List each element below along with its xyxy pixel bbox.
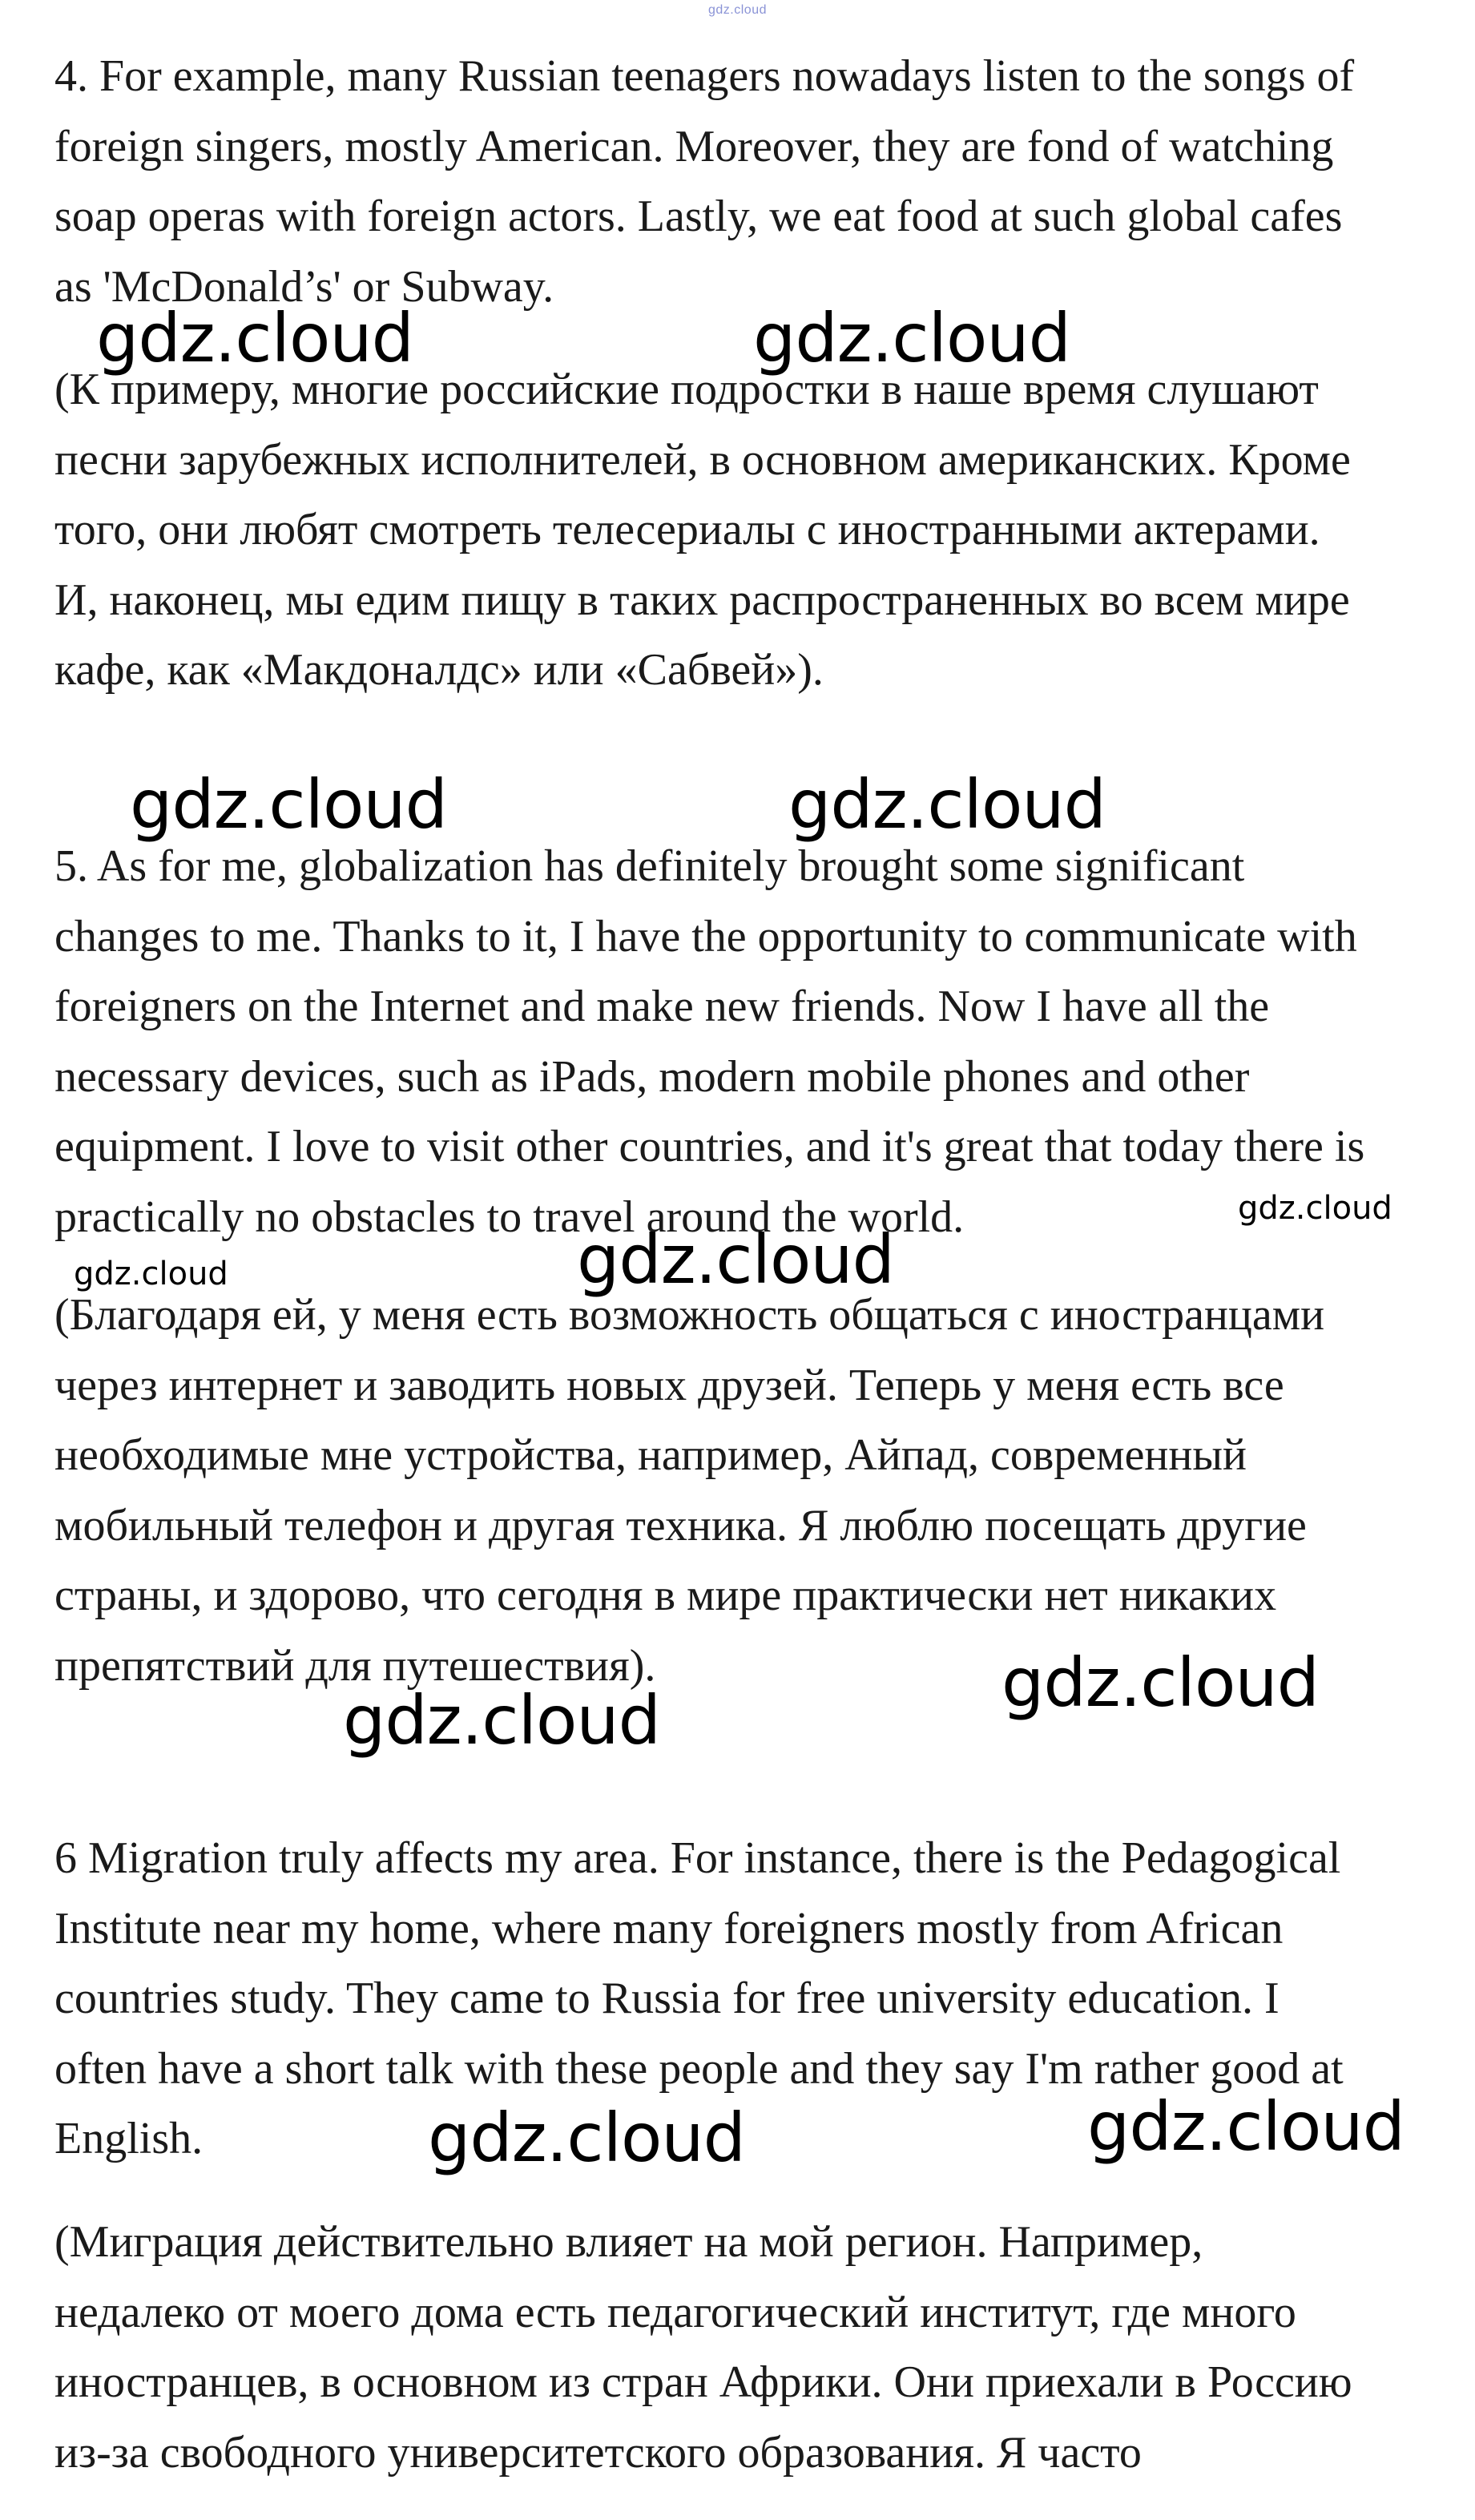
watermark: gdz.cloud [1238, 1190, 1392, 1227]
watermark: gdz.cloud [1087, 2087, 1404, 2166]
watermark: gdz.cloud [96, 299, 413, 377]
watermark: gdz.cloud [1001, 1643, 1319, 1722]
watermark: gdz.cloud [788, 765, 1106, 844]
paragraph-4-english: 4. For example, many Russian teenagers nowadays listen to the songs of foreign singers, mostly American. Moreover, they are fond of watching soap operas with foreign actors. Lastly, we eat food at such global cafes as 'McDonald’s' or Subway. [54, 51, 1355, 312]
watermark: gdz.cloud [428, 2099, 745, 2177]
paragraph-5-russian: (Благодаря ей, у меня есть возможность общаться с иностранцами через интернет и заводить новых друзей. Теперь у меня есть все необходимые мне устройства, например, Айпад, современный мобильный телефон и другая техника. Я люблю посещать другие страны, и здорово, что сегодня в мире практически нет никаких препятствий для путешествия). [54, 1290, 1325, 1691]
source-mark: gdz.cloud [708, 3, 767, 17]
paragraph-6-english: 6 Migration truly affects my area. For instance, there is the Pedagogical Institute near my home, where many foreigners mostly from African countries study. They came to Russia for free university education. I often have a short talk with these people and they say I'm rather good at English. [54, 1833, 1344, 2163]
watermark: gdz.cloud [130, 765, 447, 844]
paragraph-4-russian: (К примеру, многие российские подростки в наше время слушают песни зарубежных исполнителей, в основном американских. Кроме того, они любят смотреть телесериалы с иностранными актерами. И, наконец, мы едим пищу в таких распространенных во всем мире кафе, как «Макдоналдс» или «Сабвей»). [54, 365, 1351, 695]
watermark: gdz.cloud [753, 299, 1070, 377]
paragraph-5-english: 5. As for me, globalization has definitely brought some significant changes to me. Thanks to it, I have the opportunity to communicate with foreigners on the Internet and make new friends. Now I have all the necessary devices, such as iPads, modern mobile phones and other equipment. I love to visit other countries, and it's great that today there is practically no obstacles to travel around the world. [54, 841, 1365, 1242]
watermark: gdz.cloud [343, 1681, 660, 1760]
watermark: gdz.cloud [577, 1220, 894, 1299]
paragraph-6-russian: (Миграция действительно влияет на мой регион. Например, недалеко от моего дома есть педагогический институт, где много иностранцев, в основном из стран Африки. Они приехали в Россию из-за свободного университетского образования. Я часто [54, 2217, 1352, 2478]
watermark: gdz.cloud [74, 1256, 228, 1292]
